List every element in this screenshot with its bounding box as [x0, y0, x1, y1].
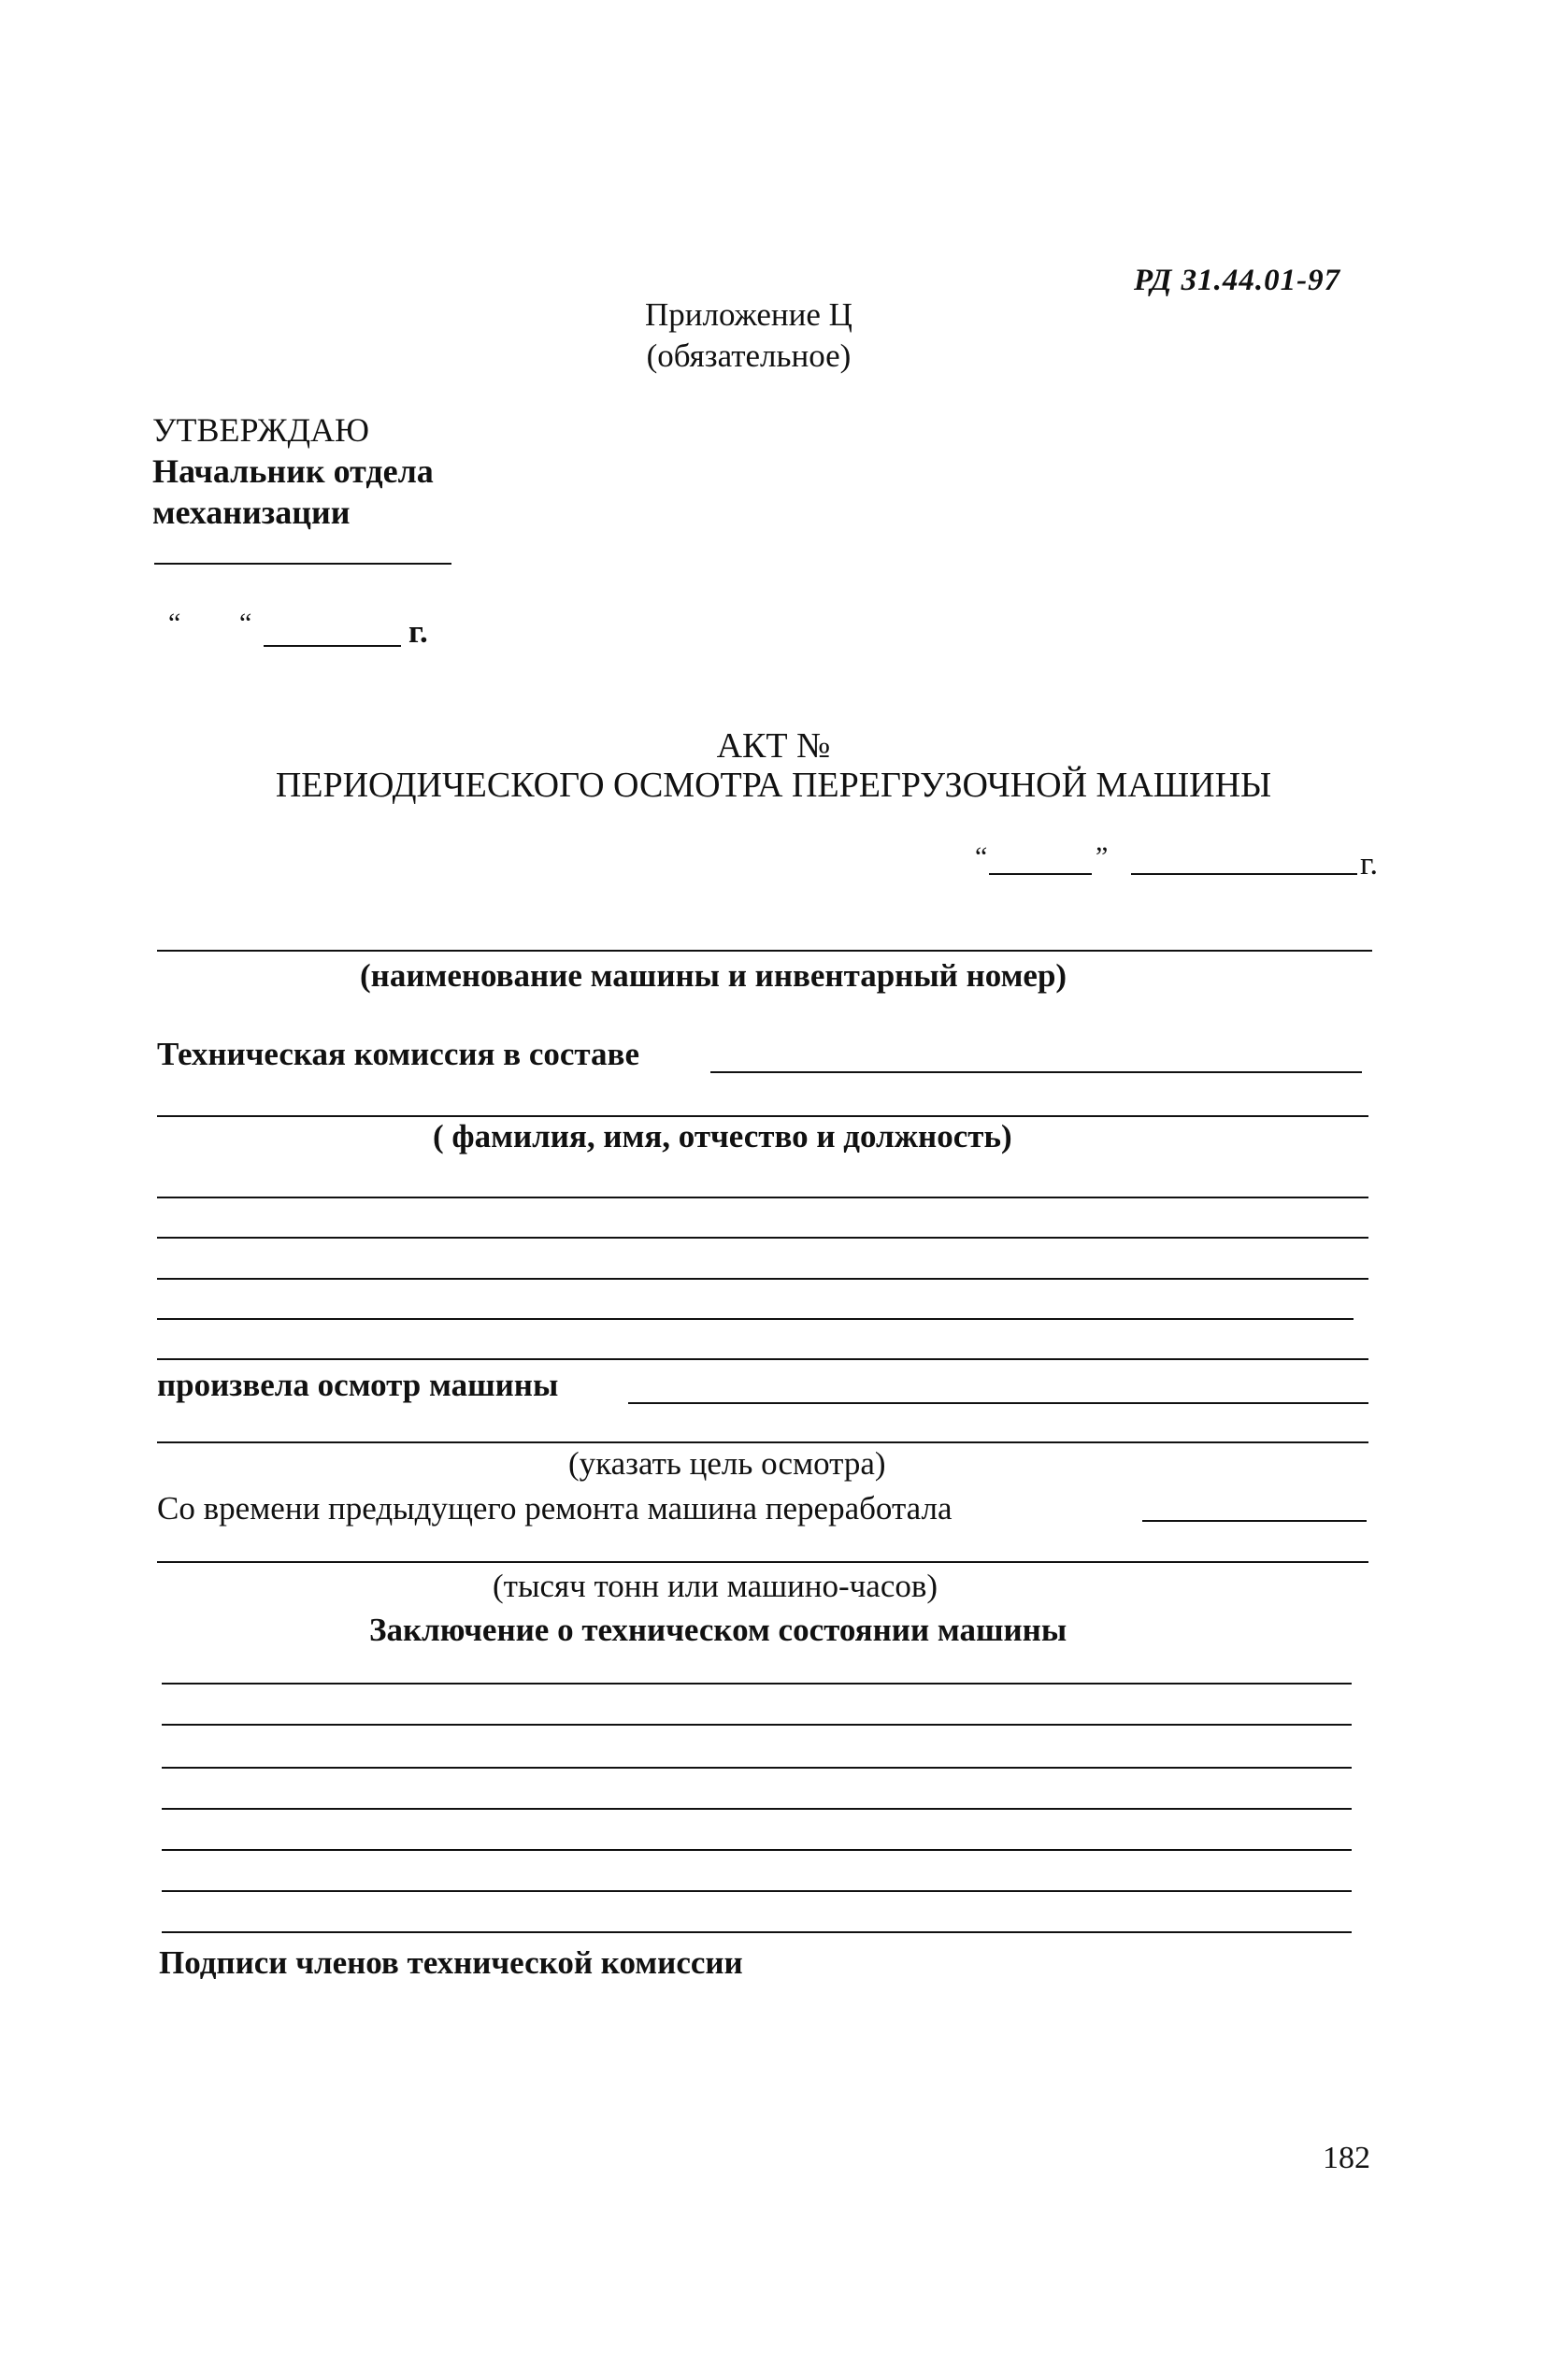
- approval-line-1: УТВЕРЖДАЮ: [152, 411, 370, 449]
- signatures-label: Подписи членов технической комиссии: [159, 1944, 743, 1981]
- inspection-label: произвела осмотр машины: [157, 1367, 559, 1403]
- conclusion-line-5[interactable]: [162, 1849, 1352, 1851]
- commission-field-line[interactable]: [710, 1071, 1362, 1073]
- approval-year-suffix: г.: [408, 613, 428, 650]
- approval-date-quote-close: “: [239, 608, 252, 638]
- conclusion-line-4[interactable]: [162, 1808, 1352, 1810]
- commission-line-3[interactable]: [157, 1197, 1368, 1198]
- since-repair-caption: (тысяч тонн или машино-часов): [493, 1568, 938, 1604]
- approval-line-2: Начальник отдела: [152, 452, 434, 490]
- commission-line-7[interactable]: [157, 1358, 1368, 1360]
- since-repair-line-2[interactable]: [157, 1561, 1368, 1563]
- commission-line-2[interactable]: [157, 1115, 1368, 1117]
- act-date-quote-open: “: [975, 841, 988, 872]
- conclusion-heading: Заключение о техническом состоянии машины: [369, 1612, 1067, 1648]
- inspection-caption: (указать цель осмотра): [568, 1445, 886, 1482]
- approval-block: [152, 409, 434, 533]
- act-title-main: ПЕРИОДИЧЕСКОГО ОСМОТРА ПЕРЕГРУЗОЧНОЙ МАШИНЫ: [275, 766, 1272, 805]
- inspection-line-2[interactable]: [157, 1441, 1368, 1443]
- conclusion-line-7[interactable]: [162, 1931, 1352, 1933]
- act-title-number: АКТ №: [716, 726, 831, 766]
- machine-name-line[interactable]: [157, 950, 1372, 952]
- conclusion-line-3[interactable]: [162, 1767, 1352, 1769]
- commission-caption: ( фамилия, имя, отчество и должность): [433, 1118, 1012, 1154]
- commission-line-5[interactable]: [157, 1278, 1368, 1280]
- act-date-day-line[interactable]: [989, 873, 1092, 875]
- machine-name-caption: (наименование машины и инвентарный номер): [360, 957, 1067, 994]
- appendix-note: (обязательное): [646, 337, 852, 374]
- conclusion-line-2[interactable]: [162, 1724, 1352, 1726]
- approval-date-quote-open: “: [168, 608, 181, 638]
- appendix-block: [645, 294, 852, 377]
- act-year-suffix: г.: [1360, 845, 1379, 882]
- since-repair-label: Со времени предыдущего ремонта машина переработала: [157, 1490, 953, 1527]
- act-date-month-line[interactable]: [1131, 873, 1357, 875]
- approval-date-line[interactable]: [264, 645, 401, 647]
- since-repair-field-line[interactable]: [1142, 1520, 1367, 1522]
- page-number: 182: [1323, 2141, 1370, 2175]
- conclusion-line-1[interactable]: [162, 1683, 1352, 1685]
- appendix-title: Приложение Ц: [645, 296, 852, 333]
- commission-label: Техническая комиссия в составе: [157, 1036, 639, 1072]
- document-code: РД 31.44.01-97: [1134, 264, 1341, 297]
- commission-line-6[interactable]: [157, 1318, 1354, 1320]
- approval-signature-line[interactable]: [154, 563, 451, 565]
- approval-line-3: механизации: [152, 494, 351, 531]
- act-date-quote-close: ”: [1096, 841, 1109, 872]
- commission-line-4[interactable]: [157, 1237, 1368, 1239]
- conclusion-line-6[interactable]: [162, 1890, 1352, 1892]
- inspection-field-line[interactable]: [628, 1402, 1368, 1404]
